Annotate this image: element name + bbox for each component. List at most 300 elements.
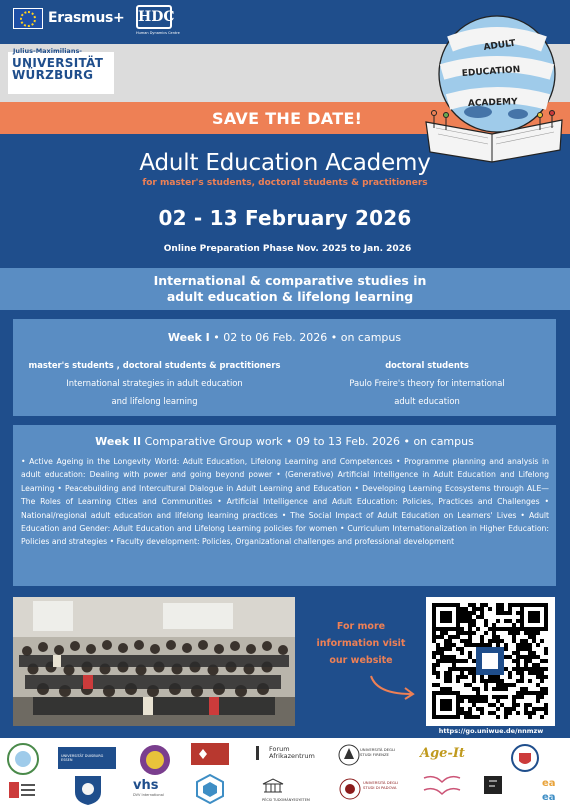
qr-module xyxy=(544,691,548,695)
erasmus-logo-text: Erasmus+ xyxy=(48,10,125,26)
duisburg-logo xyxy=(58,747,116,769)
qr-module xyxy=(448,635,452,639)
padova-seal-icon xyxy=(338,776,362,804)
qr-module xyxy=(460,647,464,651)
qr-module xyxy=(516,679,520,683)
globe-word-2: EDUCATION xyxy=(461,64,521,79)
qr-module xyxy=(512,703,516,707)
hdc-logo-subtext: Human Dynamics Centre xyxy=(136,31,180,35)
qr-module xyxy=(536,683,540,687)
week2-details: Comparative Group work • 09 to 13 Feb. 2026 • on campus xyxy=(141,435,474,448)
qr-module xyxy=(512,683,516,687)
qr-module xyxy=(528,715,532,719)
qr-module xyxy=(536,699,540,703)
qr-module xyxy=(536,663,540,667)
qr-module xyxy=(508,619,512,623)
qr-module xyxy=(476,695,480,699)
qr-module xyxy=(464,659,468,663)
qr-module xyxy=(524,647,528,651)
qr-module xyxy=(536,667,540,671)
qr-module xyxy=(468,623,472,627)
qr-module xyxy=(492,703,496,707)
qr-module xyxy=(496,619,500,623)
qr-module xyxy=(440,687,444,691)
qr-module xyxy=(440,655,444,659)
qr-module xyxy=(520,667,524,671)
qr-module xyxy=(532,635,536,639)
qr-module xyxy=(468,643,472,647)
qr-module xyxy=(532,663,536,667)
qr-module xyxy=(472,715,476,719)
firenze-logo-text: UNIVERSITÀ DEGLI STUDI FIRENZE xyxy=(360,747,396,757)
qr-module xyxy=(456,659,460,663)
qr-module xyxy=(496,699,500,703)
partner-black-logo xyxy=(480,774,506,804)
qr-module xyxy=(464,667,468,671)
qr-module xyxy=(448,687,452,691)
qr-module xyxy=(484,619,488,623)
qr-module xyxy=(464,643,468,647)
qr-module xyxy=(496,715,500,719)
preparation-phase: Online Preparation Phase Nov. 2025 to Jan. 2026 xyxy=(163,244,412,254)
qr-module xyxy=(500,639,504,643)
qr-module xyxy=(540,707,544,711)
firenze-seal-icon xyxy=(338,743,360,769)
qr-module xyxy=(540,675,544,679)
qr-module xyxy=(480,699,484,703)
qr-module xyxy=(536,695,540,699)
qr-module xyxy=(496,695,500,699)
week1-left-column xyxy=(13,356,296,410)
qr-module xyxy=(528,643,532,647)
week1-heading xyxy=(13,331,556,344)
qr-module xyxy=(460,651,464,655)
qr-module xyxy=(540,691,544,695)
qr-module xyxy=(528,631,532,635)
qr-module xyxy=(432,635,436,639)
vhs-logo xyxy=(133,778,177,804)
qr-module xyxy=(472,679,476,683)
qr-module xyxy=(516,611,520,615)
qr-module xyxy=(464,607,468,611)
qr-module xyxy=(472,623,476,627)
qr-module xyxy=(532,639,536,643)
padova-logo-text: UNIVERSITÀ DEGLI STUDI DI PADOVA xyxy=(363,780,399,790)
qr-module xyxy=(472,699,476,703)
qr-module xyxy=(504,695,508,699)
qr-module xyxy=(496,683,500,687)
qr-module xyxy=(488,639,492,643)
qr-module xyxy=(488,703,492,707)
qr-module xyxy=(492,679,496,683)
qr-module xyxy=(492,687,496,691)
vhs-logo-text: vhs xyxy=(133,778,159,793)
qr-module xyxy=(496,643,500,647)
more-info-line3: our website xyxy=(329,655,393,666)
qr-module xyxy=(488,711,492,715)
qr-module xyxy=(480,675,484,679)
partner-seal-logo-1 xyxy=(6,742,40,776)
qr-module xyxy=(516,647,520,651)
qr-module xyxy=(484,699,488,703)
qr-module xyxy=(464,631,468,635)
qr-module xyxy=(436,651,440,655)
week1-left-audience: master's students , doctoral students & practitioners xyxy=(28,360,281,370)
qr-module xyxy=(516,631,520,635)
qr-module xyxy=(448,667,452,671)
qr-module xyxy=(480,695,484,699)
week1-right-audience: doctoral students xyxy=(385,360,469,370)
qr-module xyxy=(460,607,464,611)
qr-module xyxy=(468,603,472,607)
qr-module xyxy=(520,671,524,675)
qr-module xyxy=(500,611,504,615)
qr-module xyxy=(532,631,536,635)
qr-module xyxy=(520,691,524,695)
qr-module xyxy=(520,687,524,691)
qr-module xyxy=(488,675,492,679)
qr-module xyxy=(528,655,532,659)
qr-module xyxy=(468,631,472,635)
qr-module xyxy=(504,715,508,719)
svg-text:ea: ea xyxy=(542,792,556,803)
qr-module xyxy=(460,639,464,643)
qr-module xyxy=(504,627,508,631)
qr-module xyxy=(480,639,484,643)
qr-module xyxy=(536,671,540,675)
qr-module xyxy=(528,635,532,639)
qr-module xyxy=(524,643,528,647)
qr-module xyxy=(516,651,520,655)
qr-module xyxy=(484,643,488,647)
qr-module xyxy=(468,671,472,675)
qr-module xyxy=(500,695,504,699)
partner-script-logo xyxy=(420,772,464,804)
event-dates: 02 - 13 February 2026 xyxy=(158,206,412,230)
qr-module xyxy=(484,623,488,627)
qr-module xyxy=(464,715,468,719)
week1-left-topic-line1: International strategies in adult education xyxy=(66,378,243,388)
qr-module xyxy=(480,711,484,715)
qr-module xyxy=(540,659,544,663)
qr-module xyxy=(500,679,504,683)
qr-module xyxy=(512,631,516,635)
qr-module xyxy=(456,679,460,683)
globe-word-1: ADULT xyxy=(483,38,517,53)
qr-module xyxy=(436,659,440,663)
qr-module xyxy=(532,711,536,715)
qr-module xyxy=(476,627,480,631)
qr-module xyxy=(544,687,548,691)
qr-module xyxy=(436,643,440,647)
qr-module xyxy=(544,647,548,651)
qr-module xyxy=(544,711,548,715)
qr-module xyxy=(524,659,528,663)
qr-module xyxy=(516,695,520,699)
university-small-name: Julius-Maximilians- xyxy=(13,47,83,55)
qr-module xyxy=(528,659,532,663)
partner-crest-logo xyxy=(510,743,540,775)
qr-module xyxy=(516,671,520,675)
qr-module xyxy=(504,711,508,715)
qr-module xyxy=(472,619,476,623)
qr-module xyxy=(496,675,500,679)
qr-module xyxy=(512,623,516,627)
qr-module xyxy=(480,707,484,711)
qr-module xyxy=(528,651,532,655)
qr-module xyxy=(464,639,468,643)
qr-module xyxy=(536,675,540,679)
more-info-line1: For more xyxy=(336,621,386,632)
qr-module xyxy=(520,675,524,679)
qr-module xyxy=(452,655,456,659)
qr-module xyxy=(444,671,448,675)
qr-module xyxy=(468,615,472,619)
hdc-logo-mark: HDC xyxy=(136,5,172,29)
qr-module xyxy=(432,683,436,687)
partner-seal-logo-2 xyxy=(138,743,172,777)
qr-module xyxy=(480,679,484,683)
qr-module xyxy=(452,635,456,639)
qr-module xyxy=(516,627,520,631)
qr-module xyxy=(508,683,512,687)
qr-module xyxy=(460,667,464,671)
globe-word-3: ACADEMY xyxy=(467,97,518,109)
qr-module xyxy=(492,635,496,639)
qr-module xyxy=(460,615,464,619)
qr-module xyxy=(524,711,528,715)
qr-module xyxy=(540,715,544,719)
qr-module xyxy=(492,631,496,635)
qr-module xyxy=(536,643,540,647)
qr-module xyxy=(520,655,524,659)
qr-module xyxy=(544,703,548,707)
qr-module xyxy=(500,703,504,707)
qr-module xyxy=(436,647,440,651)
qr-module xyxy=(488,607,492,611)
pecs-logo xyxy=(262,778,312,804)
qr-module xyxy=(500,687,504,691)
pecs-building-icon xyxy=(262,778,284,794)
qr-module xyxy=(504,683,508,687)
qr-module xyxy=(504,647,508,651)
qr-module xyxy=(520,647,524,651)
afrikazentrum-logo-text: Forum Afrikazentrum xyxy=(256,746,318,760)
qr-module xyxy=(540,639,544,643)
qr-module xyxy=(516,703,520,707)
qr-module xyxy=(480,643,484,647)
qr-module xyxy=(476,687,480,691)
qr-module xyxy=(496,687,500,691)
qr-module xyxy=(480,635,484,639)
qr-module xyxy=(472,611,476,615)
qr-module xyxy=(532,655,536,659)
qr-module xyxy=(436,671,440,675)
qr-module xyxy=(524,655,528,659)
qr-module xyxy=(448,659,452,663)
qr-module xyxy=(460,631,464,635)
qr-module xyxy=(492,623,496,627)
qr-module xyxy=(512,707,516,711)
qr-module xyxy=(444,647,448,651)
qr-module xyxy=(528,671,532,675)
qr-module xyxy=(496,707,500,711)
qr-module xyxy=(516,663,520,667)
qr-module xyxy=(448,647,452,651)
qr-module xyxy=(468,715,472,719)
qr-module xyxy=(516,711,520,715)
qr-module xyxy=(504,655,508,659)
qr-module xyxy=(528,711,532,715)
qr-module xyxy=(452,643,456,647)
qr-module xyxy=(488,643,492,647)
week1-label: Week I xyxy=(167,331,210,344)
qr-module xyxy=(456,631,460,635)
qr-module xyxy=(516,603,520,607)
qr-module xyxy=(504,707,508,711)
week2-box xyxy=(13,425,556,586)
qr-module xyxy=(464,711,468,715)
qr-module xyxy=(480,603,484,607)
qr-module xyxy=(508,707,512,711)
qr-module xyxy=(468,635,472,639)
qr-module xyxy=(480,615,484,619)
qr-module xyxy=(456,675,460,679)
qr-module xyxy=(524,687,528,691)
event-subtitle: for master's students, doctoral students & practitioners xyxy=(142,178,428,188)
week1-details: • 02 to 06 Feb. 2026 • on campus xyxy=(209,331,402,344)
qr-module xyxy=(464,675,468,679)
qr-module xyxy=(436,663,440,667)
week2-heading xyxy=(13,435,556,448)
qr-module xyxy=(460,659,464,663)
week1-left-topic-line2: and lifelong learning xyxy=(111,396,198,406)
qr-module xyxy=(468,683,472,687)
qr-module xyxy=(508,671,512,675)
qr-module xyxy=(432,663,436,667)
qr-module xyxy=(504,667,508,671)
qr-module xyxy=(448,675,452,679)
qr-module xyxy=(488,627,492,631)
qr-module xyxy=(492,627,496,631)
qr-module xyxy=(476,607,480,611)
qr-module xyxy=(460,671,464,675)
week2-label: Week II xyxy=(95,435,142,448)
qr-module xyxy=(432,639,436,643)
qr-module xyxy=(468,655,472,659)
qr-module xyxy=(468,667,472,671)
qr-module xyxy=(436,635,440,639)
qr-module xyxy=(496,635,500,639)
qr-module xyxy=(432,651,436,655)
qr-url[interactable]: https://go.uniwue.de/nnmzw xyxy=(438,727,544,735)
qr-module xyxy=(496,607,500,611)
qr-module xyxy=(532,651,536,655)
qr-module xyxy=(540,695,544,699)
qr-module xyxy=(472,671,476,675)
qr-module xyxy=(532,707,536,711)
qr-module xyxy=(540,671,544,675)
qr-module xyxy=(452,659,456,663)
qr-module xyxy=(544,659,548,663)
qr-module xyxy=(540,679,544,683)
qr-module xyxy=(444,675,448,679)
qr-module xyxy=(468,639,472,643)
qr-module xyxy=(508,711,512,715)
qr-finder-pattern xyxy=(528,611,540,623)
theme-text xyxy=(0,273,570,305)
qr-module xyxy=(472,603,476,607)
pecs-logo-text: PÉCSI TUDOMÁNYEGYETEM xyxy=(262,798,310,802)
qr-module xyxy=(432,631,436,635)
qr-module xyxy=(524,631,528,635)
qr-module xyxy=(516,659,520,663)
qr-module xyxy=(444,655,448,659)
qr-module xyxy=(524,691,528,695)
group-photo xyxy=(13,597,295,726)
qr-module xyxy=(472,607,476,611)
qr-module xyxy=(528,703,532,707)
qr-module xyxy=(460,675,464,679)
qr-module xyxy=(468,695,472,699)
qr-module xyxy=(508,607,512,611)
university-line1: UNIVERSITÄT xyxy=(12,56,104,70)
qr-module xyxy=(516,655,520,659)
qr-module xyxy=(516,643,520,647)
qr-module xyxy=(512,695,516,699)
qr-module xyxy=(476,615,480,619)
qr-module xyxy=(492,639,496,643)
qr-module xyxy=(472,667,476,671)
hdc-logo xyxy=(136,5,180,37)
qr-module xyxy=(432,667,436,671)
qr-module xyxy=(504,611,508,615)
qr-module xyxy=(528,691,532,695)
qr-module xyxy=(528,679,532,683)
qr-module xyxy=(484,687,488,691)
qr-module xyxy=(440,635,444,639)
qr-module xyxy=(524,703,528,707)
qr-module xyxy=(476,691,480,695)
qr-module xyxy=(464,619,468,623)
qr-module xyxy=(432,671,436,675)
qr-module xyxy=(524,667,528,671)
duisburg-logo-text: UNIVERSITÄT DUISBURG ESSEN xyxy=(61,754,104,762)
qr-module xyxy=(444,659,448,663)
qr-module xyxy=(464,615,468,619)
qr-module xyxy=(520,695,524,699)
qr-module xyxy=(448,655,452,659)
qr-module xyxy=(476,715,480,719)
qr-module xyxy=(480,611,484,615)
qr-module xyxy=(496,611,500,615)
university-line2: WÜRZBURG xyxy=(12,68,94,82)
qr-module xyxy=(528,667,532,671)
qr-module xyxy=(460,619,464,623)
qr-module xyxy=(460,611,464,615)
qr-module xyxy=(460,695,464,699)
ageit-logo: Age-It xyxy=(420,746,465,761)
qr-module xyxy=(484,603,488,607)
qr-code-graphic xyxy=(426,597,555,726)
qr-module xyxy=(472,695,476,699)
partner-institute-logo xyxy=(8,780,36,800)
qr-module xyxy=(516,667,520,671)
qr-module xyxy=(444,639,448,643)
qr-module xyxy=(440,659,444,663)
qr-module xyxy=(452,667,456,671)
qr-code[interactable] xyxy=(426,597,555,726)
